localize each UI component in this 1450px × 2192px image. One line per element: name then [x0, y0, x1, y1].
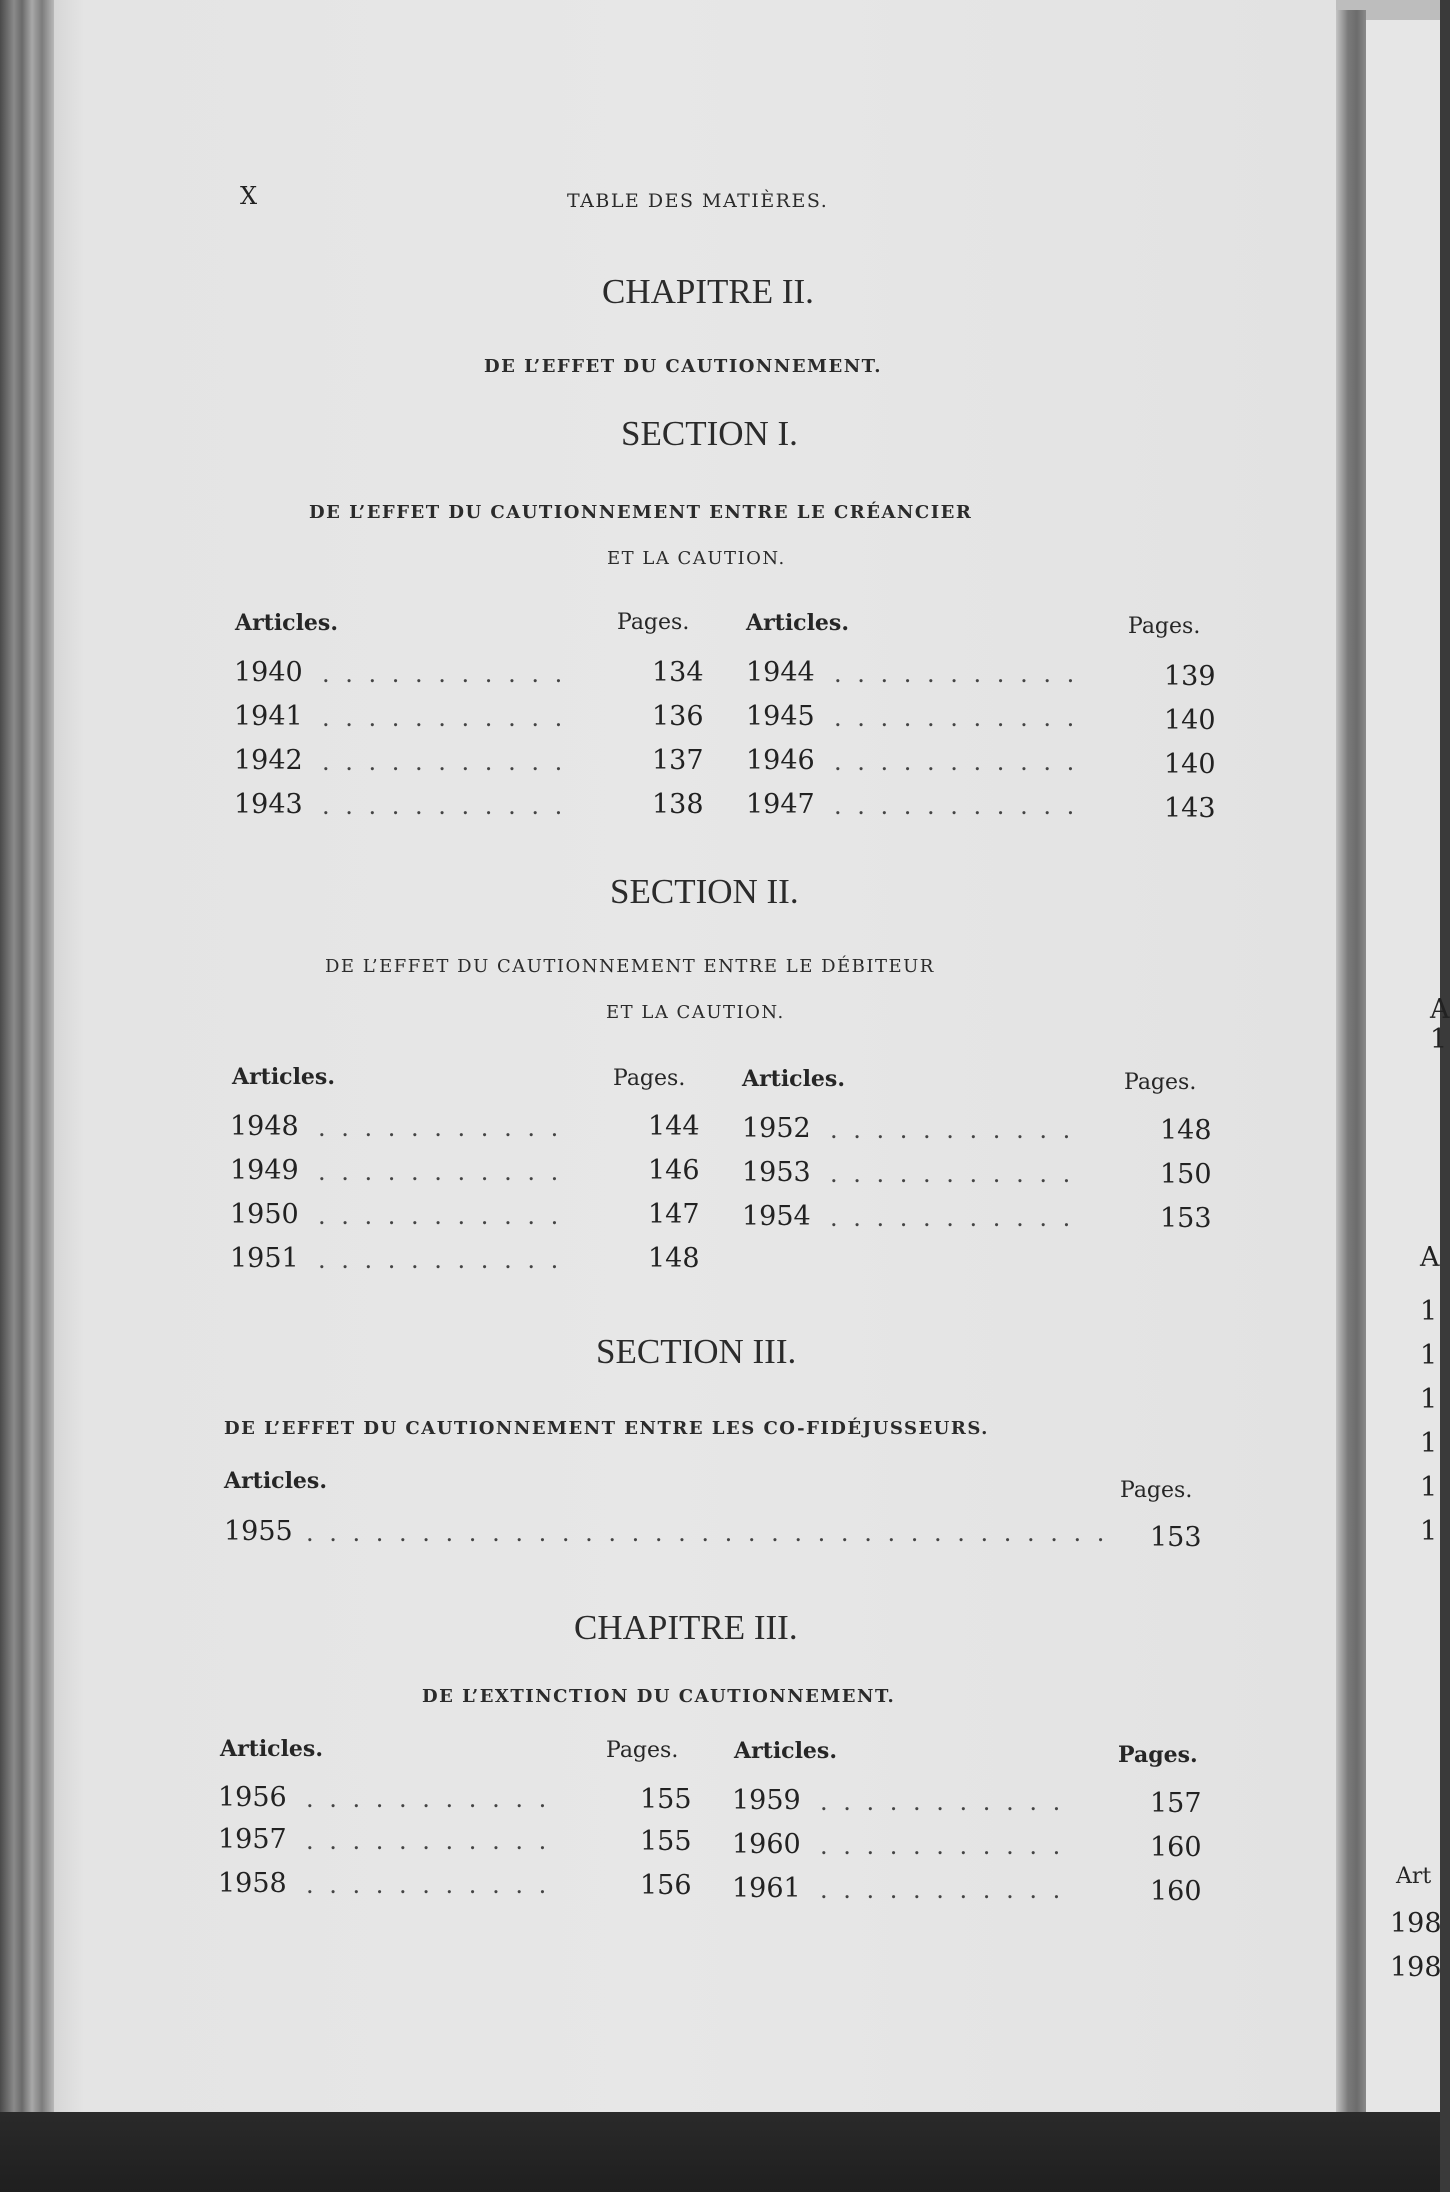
leader-dots: . . . . . . . . . . . — [318, 1114, 563, 1142]
section-subtitle: DE L’EFFET DU CAUTIONNEMENT ENTRE LE CRÉANCIER — [309, 502, 973, 523]
page-number-cell: 139 — [1164, 661, 1216, 692]
page-number-cell: 155 — [640, 1826, 692, 1857]
article-number: 1956 — [218, 1782, 287, 1813]
column-header-articles: Articles. — [742, 1066, 845, 1092]
article-number: 1947 — [746, 789, 815, 820]
leader-dots: . . . . . . . . . . . — [318, 1246, 563, 1274]
column-header-articles: Articles. — [220, 1736, 323, 1762]
section-title: SECTION III. — [596, 1332, 797, 1371]
article-number: 1959 — [732, 1785, 801, 1816]
page-number-cell: 153 — [1150, 1522, 1202, 1553]
facing-page-fragment: 1 — [1420, 1296, 1438, 1327]
article-number: 1945 — [746, 701, 815, 732]
book-page — [54, 0, 1336, 2112]
page-number-cell: 146 — [648, 1155, 700, 1186]
article-number: 1953 — [742, 1157, 811, 1188]
facing-page-edge — [1366, 20, 1450, 2140]
article-number: 1940 — [234, 657, 303, 688]
facing-page-fragment: 1 — [1420, 1340, 1438, 1371]
leader-dots: . . . . . . . . . . . — [820, 1832, 1065, 1860]
leader-dots: . . . . . . . . . . . — [830, 1204, 1075, 1232]
leader-dots: . . . . . . . . . . . — [322, 660, 567, 688]
facing-page-fragment: 1 — [1420, 1472, 1438, 1503]
column-header-pages: Pages. — [1118, 1742, 1198, 1768]
leader-dots: . . . . . . . . . . . . . . . . . . . . . . . . . . . . . . . . . . . — [306, 1519, 1109, 1547]
column-header-articles: Articles. — [232, 1064, 335, 1090]
leader-dots: . . . . . . . . . . . — [820, 1876, 1065, 1904]
leader-dots: . . . . . . . . . . . — [318, 1202, 563, 1230]
page-number-cell: 148 — [1160, 1115, 1212, 1146]
column-header-pages: Pages. — [1120, 1478, 1193, 1503]
facing-page-fragment: Art — [1396, 1864, 1432, 1889]
book-binding — [0, 0, 54, 2192]
page-number-cell: 148 — [648, 1243, 700, 1274]
leader-dots: . . . . . . . . . . . — [306, 1827, 551, 1855]
article-number: 1942 — [234, 745, 303, 776]
column-header-articles: Articles. — [224, 1468, 327, 1494]
leader-dots: . . . . . . . . . . . — [830, 1116, 1075, 1144]
article-number: 1960 — [732, 1829, 801, 1860]
chapter-subtitle: DE L’EFFET DU CAUTIONNEMENT. — [484, 356, 882, 377]
article-number: 1948 — [230, 1111, 299, 1142]
article-number: 1941 — [234, 701, 303, 732]
article-number: 1957 — [218, 1824, 287, 1855]
leader-dots: . . . . . . . . . . . — [322, 748, 567, 776]
leader-dots: . . . . . . . . . . . — [322, 792, 567, 820]
leader-dots: . . . . . . . . . . . — [834, 660, 1079, 688]
leader-dots: . . . . . . . . . . . — [306, 1785, 551, 1813]
column-header-articles: Articles. — [235, 610, 338, 636]
article-number: 1951 — [230, 1243, 299, 1274]
chapter-title: CHAPITRE II. — [602, 272, 814, 311]
section-title: SECTION II. — [610, 872, 799, 911]
article-number: 1958 — [218, 1868, 287, 1899]
page-number-cell: 160 — [1150, 1876, 1202, 1907]
facing-page-fragment: 1 — [1420, 1384, 1438, 1415]
page-number-cell: 157 — [1150, 1788, 1202, 1819]
article-number: 1946 — [746, 745, 815, 776]
article-number: 1949 — [230, 1155, 299, 1186]
section-subtitle: ET LA CAUTION. — [606, 1002, 785, 1023]
article-number: 1950 — [230, 1199, 299, 1230]
facing-page-fragment: A — [1420, 1242, 1440, 1273]
running-title: TABLE DES MATIÈRES. — [567, 190, 829, 212]
scan-bottom-edge — [0, 2112, 1440, 2192]
leader-dots: . . . . . . . . . . . — [306, 1871, 551, 1899]
page-number: X — [240, 182, 258, 210]
article-number: 1954 — [742, 1201, 811, 1232]
column-header-pages: Pages. — [1128, 614, 1201, 639]
facing-page-fragment: A — [1430, 994, 1450, 1025]
article-number: 1943 — [234, 789, 303, 820]
article-number: 1944 — [746, 657, 815, 688]
page-number-cell: 140 — [1164, 749, 1216, 780]
facing-page-fragment: 198 — [1390, 1908, 1442, 1939]
page-number-cell: 138 — [652, 789, 704, 820]
leader-dots: . . . . . . . . . . . — [322, 704, 567, 732]
chapter-title: CHAPITRE III. — [574, 1608, 798, 1647]
page-number-cell: 156 — [640, 1870, 692, 1901]
page-number-cell: 153 — [1160, 1203, 1212, 1234]
column-header-pages: Pages. — [606, 1738, 679, 1763]
leader-dots: . . . . . . . . . . . — [830, 1160, 1075, 1188]
page-number-cell: 137 — [652, 745, 704, 776]
leader-dots: . . . . . . . . . . . — [318, 1158, 563, 1186]
page-gutter-shadow — [1336, 10, 1366, 2118]
page-number-cell: 160 — [1150, 1832, 1202, 1863]
column-header-pages: Pages. — [613, 1066, 686, 1091]
section-subtitle: ET LA CAUTION. — [607, 548, 786, 569]
page-number-cell: 136 — [652, 701, 704, 732]
leader-dots: . . . . . . . . . . . — [834, 748, 1079, 776]
page-number-cell: 143 — [1164, 793, 1216, 824]
leader-dots: . . . . . . . . . . . — [834, 704, 1079, 732]
chapter-subtitle: DE L’EXTINCTION DU CAUTIONNEMENT. — [422, 1686, 896, 1707]
section-subtitle: DE L’EFFET DU CAUTIONNEMENT ENTRE LE DÉBITEUR — [325, 956, 935, 977]
article-number: 1952 — [742, 1113, 811, 1144]
section-title: SECTION I. — [621, 414, 798, 453]
page-number-cell: 155 — [640, 1784, 692, 1815]
page-number-cell: 140 — [1164, 705, 1216, 736]
page-number-cell: 144 — [648, 1111, 700, 1142]
column-header-pages: Pages. — [1124, 1070, 1197, 1095]
facing-page-fragment: 198 — [1390, 1952, 1442, 1983]
page-number-cell: 150 — [1160, 1159, 1212, 1190]
article-number: 1955 — [224, 1516, 293, 1547]
facing-page-fragment: 1 — [1420, 1428, 1438, 1459]
article-number: 1961 — [732, 1873, 801, 1904]
section-subtitle: DE L’EFFET DU CAUTIONNEMENT ENTRE LES CO-FIDÉJUSSEURS. — [224, 1418, 989, 1439]
column-header-articles: Articles. — [734, 1738, 837, 1764]
page-number-cell: 134 — [652, 657, 704, 688]
leader-dots: . . . . . . . . . . . — [820, 1788, 1065, 1816]
facing-page-fragment: 1 — [1420, 1516, 1438, 1547]
column-header-articles: Articles. — [746, 610, 849, 636]
column-header-pages: Pages. — [617, 610, 690, 635]
page-number-cell: 147 — [648, 1199, 700, 1230]
facing-page-fragment: 1 — [1430, 1024, 1448, 1055]
leader-dots: . . . . . . . . . . . — [834, 792, 1079, 820]
